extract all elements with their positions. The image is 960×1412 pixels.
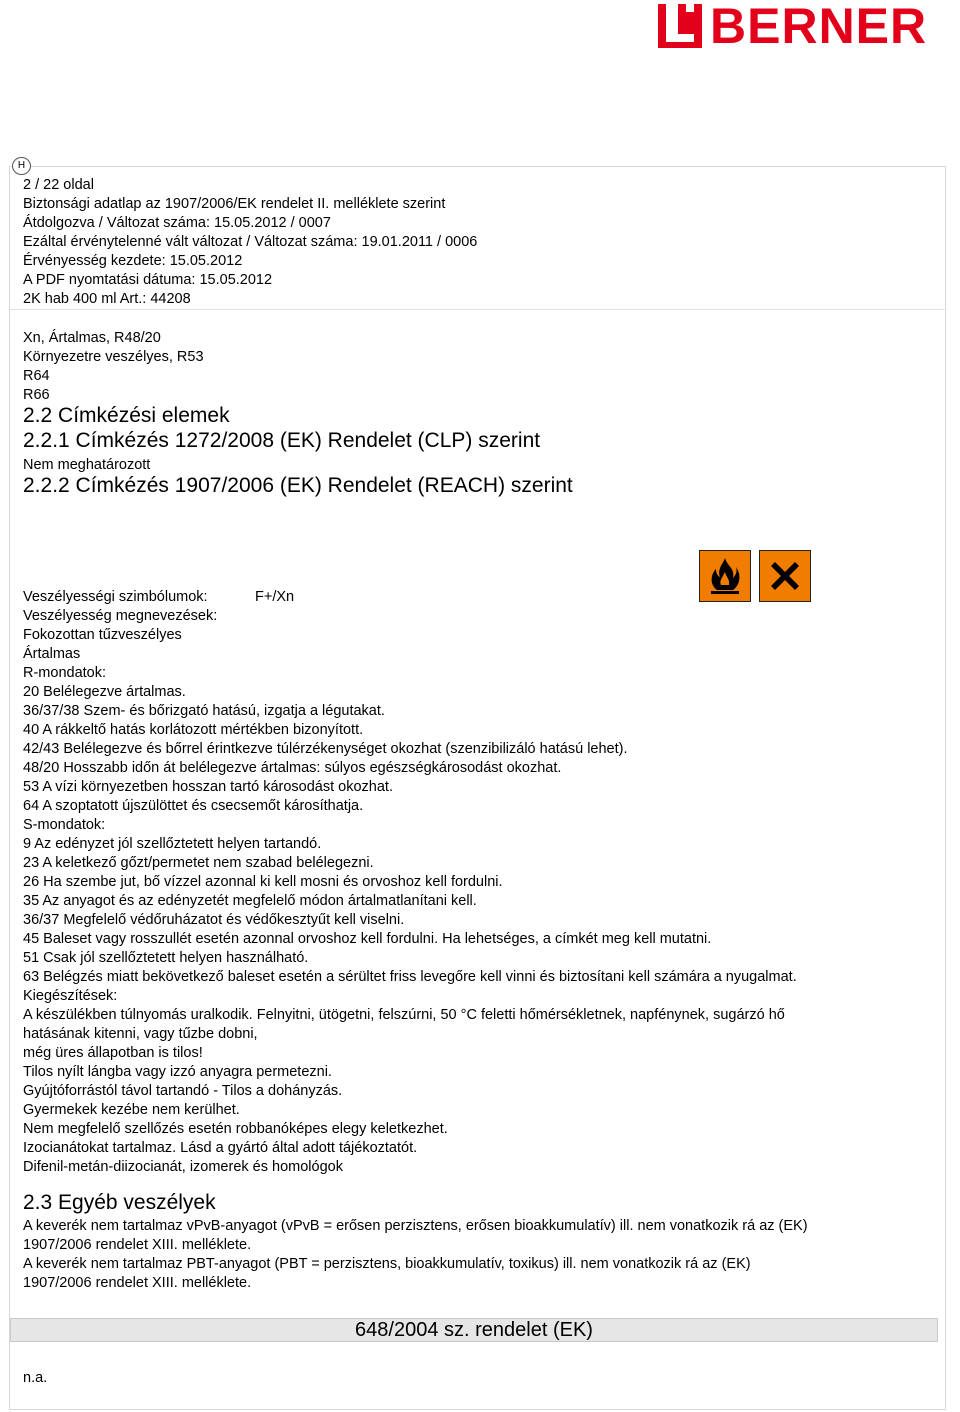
berner-logo (656, 0, 928, 54)
supplement-line: Izocianátokat tartalmaz. Lásd a gyártó által adott tájékoztatót. (23, 1140, 418, 1156)
berner-logo-mark (656, 2, 704, 50)
print-date-line: A PDF nyomtatási dátuma: 15.05.2012 (23, 272, 273, 288)
s-phrase: 51 Csak jól szellőztetett helyen használható. (23, 950, 309, 966)
supplement-line: A készülékben túlnyomás uralkodik. Felnyitni, ütögetni, felszúrni, 50 °C feletti hőmérsékletnek, napfénynek, sugárzó hő (23, 1007, 785, 1023)
superseded-line: Ezáltal érvénytelenné vált változat / Változat száma: 19.01.2011 / 0006 (23, 234, 478, 250)
language-badge: H (12, 157, 31, 175)
revision-line: Átdolgozva / Változat száma: 15.05.2012 / 0007 (23, 215, 331, 231)
s-phrase: 35 Az anyagot és az edényzetét megfelelő módon ártalmatlanítani kell. (23, 893, 477, 909)
other-hazard-line: A keverék nem tartalmaz vPvB-anyagot (vPvB = erősen perzisztens, erősen bioakkumulatív) ill. nem vonatkozik rá az (EK) (23, 1218, 808, 1234)
supplement-line: még üres állapotban is tilos! (23, 1045, 203, 1061)
supplement-line: hatásának kitenni, vagy tűzbe dobni, (23, 1026, 258, 1042)
r-phrase: 20 Belélegezve ártalmas. (23, 684, 186, 700)
s-phrase: 63 Belégzés miatt bekövetkező baleset esetén a sérültet friss levegőre kell vinni és biztosítani kell számára a nyugalmat. (23, 969, 797, 985)
r-phrase: 36/37/38 Szem- és bőrizgató hatású, izgatja a légutakat. (23, 703, 385, 719)
product-line: 2K hab 400 ml Art.: 44208 (23, 291, 191, 307)
classification-line: R64 (23, 368, 50, 384)
body-line: Veszélyesség megnevezések: (23, 608, 218, 624)
cross-icon (759, 550, 811, 602)
other-hazard-line: 1907/2006 rendelet XIII. melléklete. (23, 1237, 252, 1253)
flame-icon (699, 550, 751, 602)
section-heading-2-2-1: 2.2.1 Címkézés 1272/2008 (EK) Rendelet (CLP) szerint (23, 429, 541, 452)
s-phrase: 9 Az edényzet jól szellőztetett helyen tartandó. (23, 836, 322, 852)
hazard-pictograms (699, 550, 811, 602)
other-hazard-line: 1907/2006 rendelet XIII. melléklete. (23, 1275, 252, 1291)
body-line: S-mondatok: (23, 817, 106, 833)
r-phrase: 42/43 Belélegezve és bőrrel érintkezve túlérzékenységet okozhat (szenzibilizáló hatású lehet). (23, 741, 628, 757)
r-phrase: 53 A vízi környezetben hosszan tartó károsodást okozhat. (23, 779, 393, 795)
supplement-line: Tilos nyílt lángba vagy izzó anyagra permetezni. (23, 1064, 332, 1080)
section-bar: 648/2004 sz. rendelet (EK) (10, 1318, 938, 1342)
classification-line: Környezetre veszélyes, R53 (23, 349, 204, 365)
other-hazard-line: A keverék nem tartalmaz PBT-anyagot (PBT = perzisztens, bioakkumulatív, toxikus) ill. nem vonatkozik rá az (EK) (23, 1256, 751, 1272)
s-phrase: 45 Baleset vagy rosszullét esetén azonnal orvoshoz kell fordulni. Ha lehetséges, a címkét meg kell mutatni. (23, 931, 712, 947)
section-heading-2-2: 2.2 Címkézési elemek (23, 404, 230, 427)
not-applicable-text: n.a. (23, 1370, 48, 1386)
s-phrase: 23 A keletkező gőzt/permetet nem szabad belélegezni. (23, 855, 374, 871)
supplement-line: Gyermekek kezébe nem kerülhet. (23, 1102, 240, 1118)
supplement-line: Gyújtóforrástól távol tartandó - Tilos a dohányzás. (23, 1083, 343, 1099)
section-heading-2-3: 2.3 Egyéb veszélyek (23, 1191, 216, 1214)
s-phrase: 26 Ha szembe jut, bő vízzel azonnal ki kell mosni és orvoshoz kell fordulni. (23, 874, 503, 890)
body-line: Fokozottan tűzveszélyes (23, 627, 182, 643)
page-number: 2 / 22 oldal (23, 177, 94, 193)
clp-note: Nem meghatározott (23, 457, 151, 473)
body-line: Ártalmas (23, 646, 81, 662)
symbols-label: Veszélyességi szimbólumok: (23, 589, 208, 605)
body-line: Kiegészítések: (23, 988, 118, 1004)
supplement-line: Difenil-metán-diizocianát, izomerek és homológok (23, 1159, 343, 1175)
classification-line: Xn, Ártalmas, R48/20 (23, 330, 161, 346)
r-phrase: 64 A szoptatott újszülöttet és csecsemőt károsíthatja. (23, 798, 364, 814)
body-line: R-mondatok: (23, 665, 107, 681)
r-phrase: 48/20 Hosszabb időn át belélegezve ártalmas: súlyos egészségkárosodást okozhat. (23, 760, 562, 776)
symbols-value: F+/Xn (255, 589, 295, 605)
supplement-line: Nem megfelelő szellőzés esetén robbanóképes elegy keletkezhet. (23, 1121, 448, 1137)
classification-line: R66 (23, 387, 50, 403)
document-title: Biztonsági adatlap az 1907/2006/EK rendelet II. melléklete szerint (23, 196, 446, 212)
s-phrase: 36/37 Megfelelő védőruházatot és védőkesztyűt kell viselni. (23, 912, 405, 928)
section-heading-2-2-2: 2.2.2 Címkézés 1907/2006 (EK) Rendelet (REACH) szerint (23, 474, 573, 497)
header-divider (9, 309, 946, 310)
valid-from-line: Érvényesség kezdete: 15.05.2012 (23, 253, 243, 269)
r-phrase: 40 A rákkeltő hatás korlátozott mértékben bizonyított. (23, 722, 364, 738)
brand-name: BERNER (710, 0, 928, 54)
